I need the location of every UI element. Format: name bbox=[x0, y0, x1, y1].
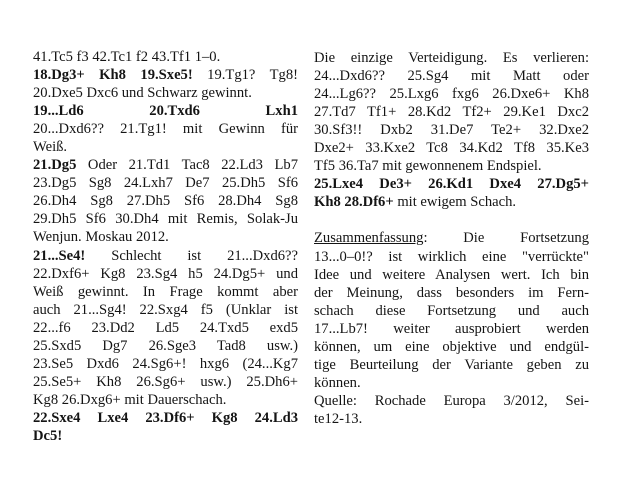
text-line bbox=[314, 157, 589, 175]
right-column bbox=[314, 49, 589, 428]
text-line bbox=[314, 67, 589, 85]
text-run: mit ewigem Schach. bbox=[393, 194, 517, 211]
text-run: Weiß. bbox=[33, 139, 68, 156]
text-run: 20.Dxe5 Dxc6 und Schwarz gewinnt. bbox=[33, 85, 252, 102]
text-run: 25.Se5+ Kh8 26.Sg6+ usw.) 25.Dh6+ bbox=[33, 373, 298, 390]
text-line bbox=[33, 337, 298, 355]
text-line bbox=[314, 49, 589, 67]
text-line bbox=[33, 138, 298, 156]
text-line bbox=[33, 210, 298, 228]
move-bold: 21.Dg5 bbox=[33, 157, 77, 174]
text-run: 27.Td7 Tf1+ 28.Kd2 Tf2+ 29.Ke1 Dxc2 bbox=[314, 104, 589, 121]
move-bold: Dc5! bbox=[33, 427, 63, 444]
move-bold: 19...Ld6 20.Txd6 Lxh1 bbox=[33, 103, 298, 120]
text-line bbox=[314, 302, 589, 320]
text-line bbox=[314, 374, 589, 392]
text-run: 17...Lb7! weiter ausprobiert werden bbox=[314, 320, 589, 337]
text-run: te12-13. bbox=[314, 410, 363, 427]
text-run: schach diese Fortsetzung und auch bbox=[314, 302, 589, 319]
text-run: können. bbox=[314, 374, 361, 391]
text-line bbox=[314, 229, 589, 247]
text-run: 24...Lg6?? 25.Lxg6 fxg6 26.Dxe6+ Kh8 bbox=[314, 86, 589, 103]
text-line bbox=[314, 139, 589, 157]
text-run: Die einzige Verteidigung. Es verlieren: bbox=[314, 50, 589, 66]
text-line bbox=[33, 301, 298, 319]
text-line bbox=[314, 266, 589, 284]
text-run: auch 21...Sg4! 22.Sxg4 f5 (Unklar ist bbox=[33, 301, 298, 318]
text-line bbox=[314, 410, 589, 428]
text-run: 30.Sf3!! Dxb2 31.De7 Te2+ 32.Dxe2 bbox=[314, 122, 589, 139]
text-line bbox=[33, 48, 298, 66]
text-line bbox=[33, 409, 298, 427]
move-bold: 25.Lxe4 De3+ 26.Kd1 Dxe4 27.Dg5+ bbox=[314, 176, 589, 193]
text-line bbox=[314, 175, 589, 193]
text-run: Zusammenfassung bbox=[314, 230, 424, 247]
text-run: 13...0–0!? ist wirklich eine "verrückte" bbox=[314, 248, 589, 265]
move-bold: Kh8 28.Df6+ bbox=[314, 194, 394, 211]
text-line bbox=[314, 356, 589, 374]
text-run: Idee und weitere Analysen wert. Ich bin bbox=[314, 266, 589, 283]
text-line bbox=[33, 373, 298, 391]
text-line bbox=[33, 120, 298, 138]
text-run: 25.Sxd5 Dg7 26.Sge3 Tad8 usw.) bbox=[33, 337, 298, 354]
text-line bbox=[33, 283, 298, 301]
text-line bbox=[314, 392, 589, 410]
text-run: 22.Dxf6+ Kg8 23.Sg4 h5 24.Dg5+ und bbox=[33, 265, 298, 282]
text-line bbox=[33, 391, 298, 409]
text-run: 20...Dxd6?? 21.Tg1! mit Gewinn für bbox=[33, 121, 298, 138]
text-line bbox=[314, 248, 589, 266]
text-run: Kg8 26.Dxg6+ mit Dauerschach. bbox=[33, 391, 227, 408]
text-run: Schlecht ist 21...Dxd6?? bbox=[85, 247, 298, 264]
text-line bbox=[33, 247, 298, 265]
text-line bbox=[314, 85, 589, 103]
text-line bbox=[33, 102, 298, 120]
text-run: Oder 21.Td1 Tac8 22.Ld3 Lb7 bbox=[76, 157, 298, 174]
text-line bbox=[33, 156, 298, 174]
text-run: Quelle: Rochade Europa 3/2012, Sei- bbox=[314, 392, 589, 409]
text-line bbox=[314, 320, 589, 338]
text-line bbox=[314, 121, 589, 139]
text-run: Tf5 36.Ta7 mit gewonnenem Endspiel. bbox=[314, 158, 542, 175]
text-run: 26.Dh4 Sg8 27.Dh5 Sf6 28.Dh4 Sg8 bbox=[33, 193, 298, 210]
move-bold: 22.Sxe4 Lxe4 23.Df6+ Kg8 24.Ld3 bbox=[33, 409, 298, 426]
text-line bbox=[314, 193, 589, 211]
text-line bbox=[314, 284, 589, 302]
text-line bbox=[33, 427, 298, 445]
text-run: 23.Dg5 Sg8 24.Lxh7 De7 25.Dh5 Sf6 bbox=[33, 175, 298, 192]
text-line bbox=[33, 228, 298, 246]
text-line bbox=[33, 355, 298, 373]
text-run: können, um eine objektive und endgül- bbox=[314, 338, 589, 355]
text-line bbox=[33, 319, 298, 337]
text-run: : Die Fortsetzung bbox=[423, 230, 589, 247]
text-run: 29.Dh5 Sf6 30.Dh4 mit Remis, Solak-Ju bbox=[33, 211, 298, 228]
text-line bbox=[33, 192, 298, 210]
text-run: 41.Tc5 f3 42.Tc1 f2 43.Tf1 1–0. bbox=[33, 49, 221, 65]
text-run: Dxe2+ 33.Kxe2 Tc8 34.Kd2 Tf8 35.Ke3 bbox=[314, 140, 589, 157]
text-run: Wenjun. Moskau 2012. bbox=[33, 229, 169, 246]
text-run: 19.Tg1? Tg8! bbox=[192, 67, 298, 84]
text-run: der Meinung, dass besonders im Fern- bbox=[314, 284, 589, 301]
text-line bbox=[314, 211, 589, 229]
text-run: 23.Se5 Dxd6 24.Sg6+! hxg6 (24...Kg7 bbox=[33, 355, 298, 372]
text-run: 22...f6 23.Dd2 Ld5 24.Txd5 exd5 bbox=[33, 319, 298, 336]
text-run: Weiß gewinnt. In Frage kommt aber bbox=[33, 283, 298, 300]
text-run: 24...Dxd6?? 25.Sg4 mit Matt oder bbox=[314, 68, 589, 85]
text-line bbox=[314, 103, 589, 121]
text-line bbox=[33, 265, 298, 283]
move-bold: 18.Dg3+ Kh8 19.Sxe5! bbox=[33, 67, 193, 84]
text-line bbox=[33, 174, 298, 192]
text-line bbox=[33, 66, 298, 84]
text-line bbox=[314, 338, 589, 356]
text-line bbox=[33, 84, 298, 102]
left-column bbox=[33, 48, 298, 445]
move-bold: 21...Se4! bbox=[33, 247, 86, 264]
text-run: tige Beurteilung der Variante geben zu bbox=[314, 356, 589, 373]
